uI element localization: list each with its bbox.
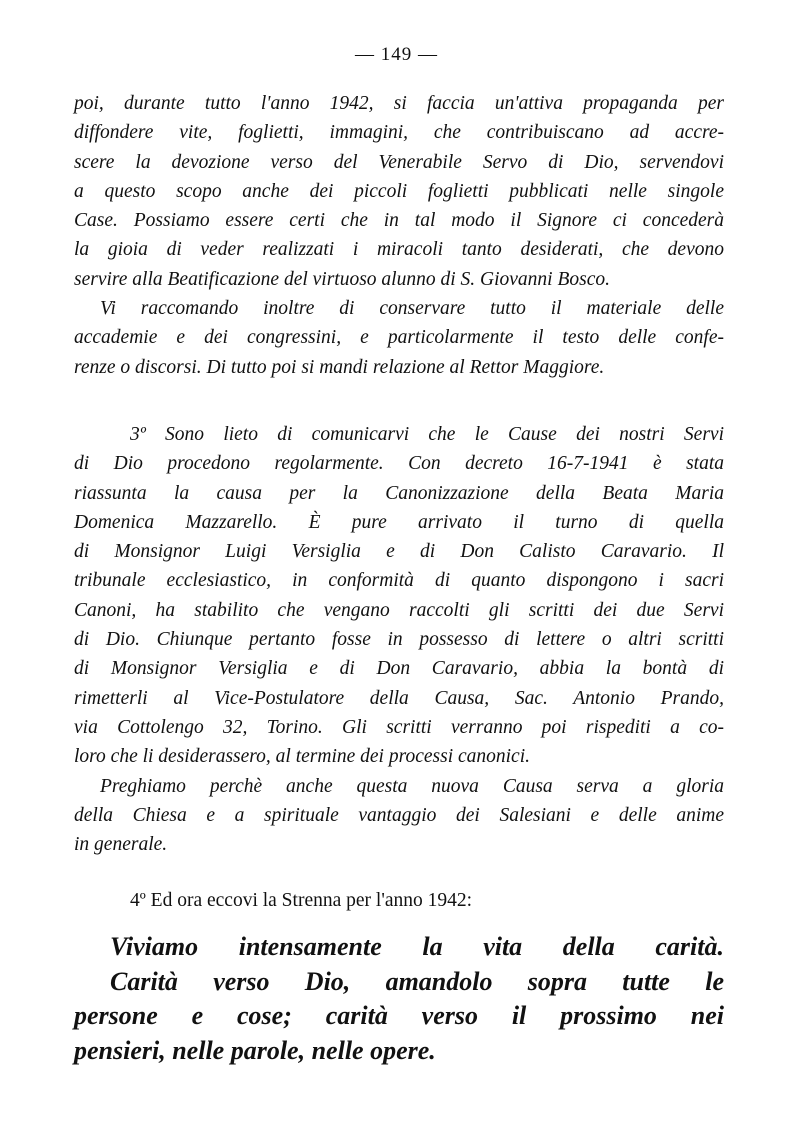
section-4-intro [74,886,724,916]
text-line: servire alla Beatificazione del virtuoso alunno di S. Giovanni Bosco. [74,268,610,290]
text-line: via Cottolengo 32, Torino. Gli scritti verranno poi rispediti a co- [74,716,724,738]
text-line: poi, durante tutto l'anno 1942, si faccia un'attiva propaganda per [74,93,724,114]
text-line: di Dio procedono regolarmente. Con decreto 16-7-1941 è stata [74,453,724,475]
text-line: Vi raccomando inoltre di conservare tutto il materiale delle [100,298,724,320]
text-line: 3º Sono lieto di comunicarvi che le Cause dei nostri Servi [130,424,724,445]
text-line: accademie e dei congressini, e particolarmente il testo delle confe- [74,327,724,349]
text-line: di Dio. Chiunque pertanto fosse in possesso di lettere o altri scritti [74,629,724,651]
text-line: Domenica Mazzarello. È pure arrivato il turno di quella [74,511,724,533]
text-line: di Monsignor Versiglia e di Don Caravario, abbia la bontà di [74,658,724,680]
text-line: la gioia di veder realizzati i miracoli tanto desiderati, che devono [74,239,724,261]
text-line: scere la devozione verso del Venerabile Servo di Dio, servendovi [74,151,724,173]
text-line: riassunta la causa per la Canonizzazione della Beata Maria [74,482,724,504]
text-line: loro che li desiderassero, al termine dei processi canonici. [74,746,531,768]
text-line: renze o discorsi. Di tutto poi si mandi relazione al Rettor Maggiore. [74,356,605,378]
text-line: diffondere vite, foglietti, immagini, che contribuiscano ad accre- [74,122,724,144]
text-line: della Chiesa e a spirituale vantaggio dei Salesiani e delle anime [74,804,724,826]
text-line: in generale. [74,834,168,856]
strenna-line: Carità verso Dio, amandolo sopra tutte le [110,966,724,996]
strenna-intro: 4º Ed ora eccovi la Strenna per l'anno 1942: [130,890,473,911]
strenna-line: persone e cose; carità verso il prossimo nei [74,1001,724,1030]
text-line: tribunale ecclesiastico, in conformità di quanto dispongono i sacri [74,570,724,592]
text-line: Preghiamo perchè anche questa nuova Causa serva a gloria [100,775,724,797]
text-line: di Monsignor Luigi Versiglia e di Don Calisto Caravario. Il [74,541,724,563]
text-line: a questo scopo anche dei piccoli foglietti pubblicati nelle singole [74,180,724,202]
strenna-block [74,930,724,1068]
strenna-line: Viviamo intensamente la vita della carità. [110,932,724,961]
section-3-paragraph [74,420,724,859]
section-1-paragraph [74,89,724,382]
text-line: Case. Possiamo essere certi che in tal modo il Signore ci concederà [74,210,724,232]
text-line: Canoni, ha stabilito che vengano raccolti gli scritti dei due Servi [74,599,724,621]
strenna-line: pensieri, nelle parole, nelle opere. [74,1035,436,1065]
text-line: rimetterli al Vice-Postulatore della Causa, Sac. Antonio Prando, [74,687,724,709]
page-number: — 149 — [355,44,438,65]
